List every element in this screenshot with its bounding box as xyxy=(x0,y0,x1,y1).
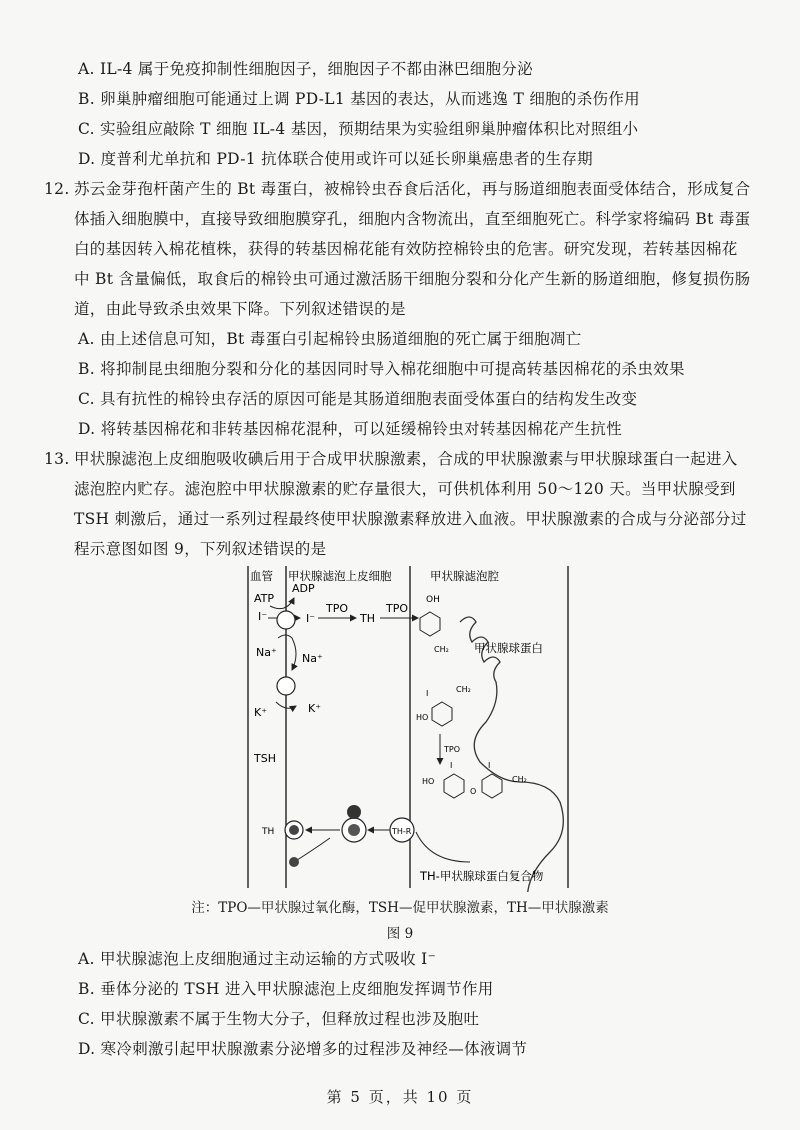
q12-stem-line: 体插入细胞膜中，直接导致细胞膜穿孔，细胞内含物流出，直至细胞死亡。科学家将编码 Bt 毒蛋 xyxy=(74,210,751,228)
figure-9-diagram xyxy=(230,562,580,892)
label-th-secreted: TH xyxy=(262,827,275,837)
q12-option-b: B. 将抑制昆虫细胞分裂和分化的基因同时导入棉花细胞中可提高转基因棉花的杀虫效果 xyxy=(78,360,685,378)
label-oh: OH xyxy=(426,595,440,605)
label-th-r: TH-R xyxy=(392,827,412,836)
label-iodide-inside: I⁻ xyxy=(306,612,316,625)
label-ch2-mid: CH₂ xyxy=(456,685,471,694)
q13-option-c: C. 甲状腺激素不属于生物大分子，但释放过程也涉及胞吐 xyxy=(78,1010,480,1028)
label-iodine-3: I xyxy=(488,761,491,770)
label-iodide-outside: I⁻ xyxy=(258,610,268,623)
q13-stem-line: 滤泡腔内贮存。滤泡腔中甲状腺激素的贮存量很大，可供机体利用 50～120 天。当甲状腺受到 xyxy=(74,480,736,498)
q13-stem-line: 甲状腺滤泡上皮细胞吸收碘后用于合成甲状腺激素，合成的甲状腺激素与甲状腺球蛋白一起进入 xyxy=(74,450,738,468)
q12-stem-line: 白的基因转入棉花植株，获得的转基因棉花能有效防控棉铃虫的危害。研究发现，若转基因棉花 xyxy=(74,240,738,258)
label-k-right: K⁺ xyxy=(308,702,322,715)
q13-option-d: D. 寒冷刺激引起甲状腺激素分泌增多的过程涉及神经—体液调节 xyxy=(78,1040,528,1058)
q12-number: 12. xyxy=(44,180,70,198)
q12-stem-line: 中 Bt 含量偏低，取食后的棉铃虫可通过激活肠干细胞分裂和分化产生新的肠道细胞，修复损伤肠 xyxy=(74,270,751,288)
label-blood-vessel: 血管 xyxy=(250,569,273,583)
label-iodine-1: I xyxy=(426,689,429,698)
label-th-complex: TH-甲状腺球蛋白复合物 xyxy=(420,869,544,883)
label-follicle-lumen: 甲状腺滤泡腔 xyxy=(430,569,499,583)
label-atp: ATP xyxy=(254,592,275,605)
label-na-right: Na⁺ xyxy=(302,652,323,665)
label-th-1: TH xyxy=(360,612,375,625)
q11-option-d: D. 度普利尤单抗和 PD-1 抗体联合使用或许可以延长卵巢癌患者的生存期 xyxy=(78,150,593,168)
label-ho-2: HO xyxy=(422,777,435,786)
q11-option-b: B. 卵巢肿瘤细胞可能通过上调 PD-L1 基因的表达，从而逃逸 T 细胞的杀伤作用 xyxy=(78,90,640,108)
label-oxygen: O xyxy=(470,787,477,796)
page-footer: 第 5 页，共 10 页 xyxy=(326,1088,474,1106)
label-tpo-2: TPO xyxy=(386,602,409,615)
label-thyroglobulin: 甲状腺球蛋白 xyxy=(474,641,543,655)
q11-option-a: A. IL-4 属于免疫抑制性细胞因子，细胞因子不都由淋巴细胞分泌 xyxy=(78,60,533,78)
label-tsh: TSH xyxy=(254,752,276,765)
thyroglobulin-helix xyxy=(460,617,563,892)
q13-stem-line: TSH 刺激后，通过一系列过程最终使甲状腺激素释放进入血液。甲状腺激素的合成与分泌部分过 xyxy=(74,510,747,528)
q12-option-a: A. 由上述信息可知，Bt 毒蛋白引起棉铃虫肠道细胞的死亡属于细胞凋亡 xyxy=(78,330,582,348)
label-iodine-2: I xyxy=(450,761,453,770)
label-adp: ADP xyxy=(292,582,315,595)
figure-note: 注：TPO—甲状腺过氧化酶，TSH—促甲状腺激素，TH—甲状腺激素 xyxy=(191,900,609,916)
q12-option-c: C. 具有抗性的棉铃虫存活的原因可能是其肠道细胞表面受体蛋白的结构发生改变 xyxy=(78,390,638,408)
label-tpo-3: TPO xyxy=(444,745,461,754)
q12-stem-line: 道，由此导致杀虫效果下降。下列叙述错误的是 xyxy=(74,300,406,318)
q12-option-d: D. 将转基因棉花和非转基因棉花混种，可以延缓棉铃虫对转基因棉花产生抗性 xyxy=(78,420,623,438)
label-tpo-1: TPO xyxy=(326,602,349,615)
label-ch2-top: CH₂ xyxy=(434,645,449,654)
q13-number: 13. xyxy=(44,450,70,468)
q13-stem-line: 程示意图如图 9，下列叙述错误的是 xyxy=(74,540,327,558)
figure-caption: 图 9 xyxy=(386,926,414,942)
q11-option-c: C. 实验组应敲除 T 细胞 IL-4 基因，预期结果为实验组卵巢肿瘤体积比对照组小 xyxy=(78,120,639,138)
q12-stem-line: 苏云金芽孢杆菌产生的 Bt 毒蛋白，被棉铃虫吞食后活化，再与肠道细胞表面受体结合，形成复合 xyxy=(74,180,751,198)
label-ho-1: HO xyxy=(416,713,429,722)
label-na-left: Na⁺ xyxy=(256,646,277,659)
label-epithelial-cell: 甲状腺滤泡上皮细胞 xyxy=(288,569,392,583)
label-ch2-bottom: CH₂ xyxy=(512,775,527,784)
label-k-left: K⁺ xyxy=(254,706,268,719)
q13-option-a: A. 甲状腺滤泡上皮细胞通过主动运输的方式吸收 I⁻ xyxy=(78,950,437,968)
q13-option-b: B. 垂体分泌的 TSH 进入甲状腺滤泡上皮细胞发挥调节作用 xyxy=(78,980,494,998)
